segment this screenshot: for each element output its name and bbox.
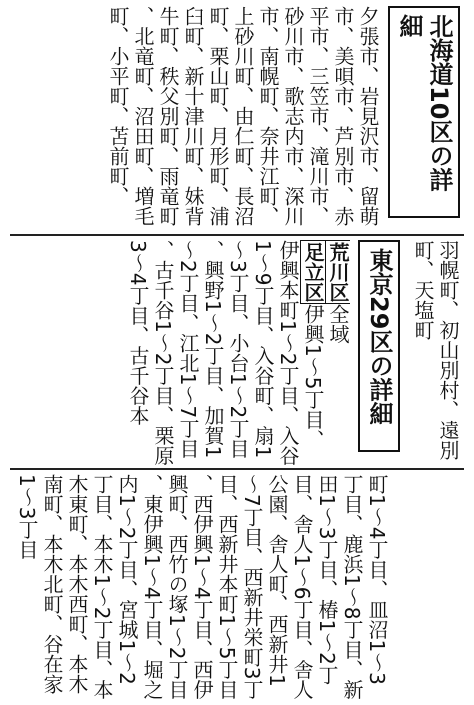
tokyo-29-section (14, 240, 460, 466)
adachi-ward-text: 伊興1～5丁目、伊興本町1～2丁目、入谷1～9丁目、入谷町、扇1～3丁目、小台1～2丁目、興野1～2丁目、加賀1～2丁目、江北1～7丁目、古千谷1～2丁目、栗原3～4丁目、古千谷本 (126, 240, 325, 466)
arakawa-ward-tag: 荒川区 (326, 242, 350, 302)
hokkaido-10-title: 北海道10区の詳細 (388, 6, 460, 218)
tokyo-29-continuation-section (14, 474, 460, 700)
section-divider (10, 234, 464, 236)
adachi-ward-tag: 足立区 (301, 242, 325, 302)
tokyo-29-area-list (125, 240, 350, 466)
hokkaido-10-continuation: 羽幌町、初山別村、遠別町、天塩町 (411, 240, 460, 460)
arakawa-ward-text: 全域 (326, 304, 350, 344)
hokkaido-10-section (14, 6, 460, 232)
hokkaido-10-municipality-list: 夕張市、岩見沢市、留萌市、美唄市、芦別市、赤平市、三笠市、滝川市、砂川市、歌志内市、深川市、南幌町、奈井江町、上砂川町、由仁町、長沼町、栗山町、月形町、浦臼町、新十津川町、妹背牛町、秩父別町、雨竜町、北竜町、沼田町、増毛町、小平町、苫前町、 (106, 6, 380, 226)
tokyo-29-title: 東京29区の詳細 (358, 240, 400, 452)
adachi-ward-continuation: 町1～4丁目、皿沼1～3丁目、鹿浜1～8丁目、新田1～3丁目、椿1～2丁目、舎人1～6丁目、舎人公園、舎人町、西新井1～7丁目、西新井栄町3丁目、西新井本町1～5丁目、西伊興1～4丁目、西伊興町、西竹の塚1～2丁目、東伊興1～4丁目、堀之内1～2丁目、宮城1～2丁目、本木1～2丁目、本木東町、本木西町、本木南町、本木北町、谷在家1～3丁目 (15, 474, 389, 700)
section-divider (10, 468, 464, 470)
